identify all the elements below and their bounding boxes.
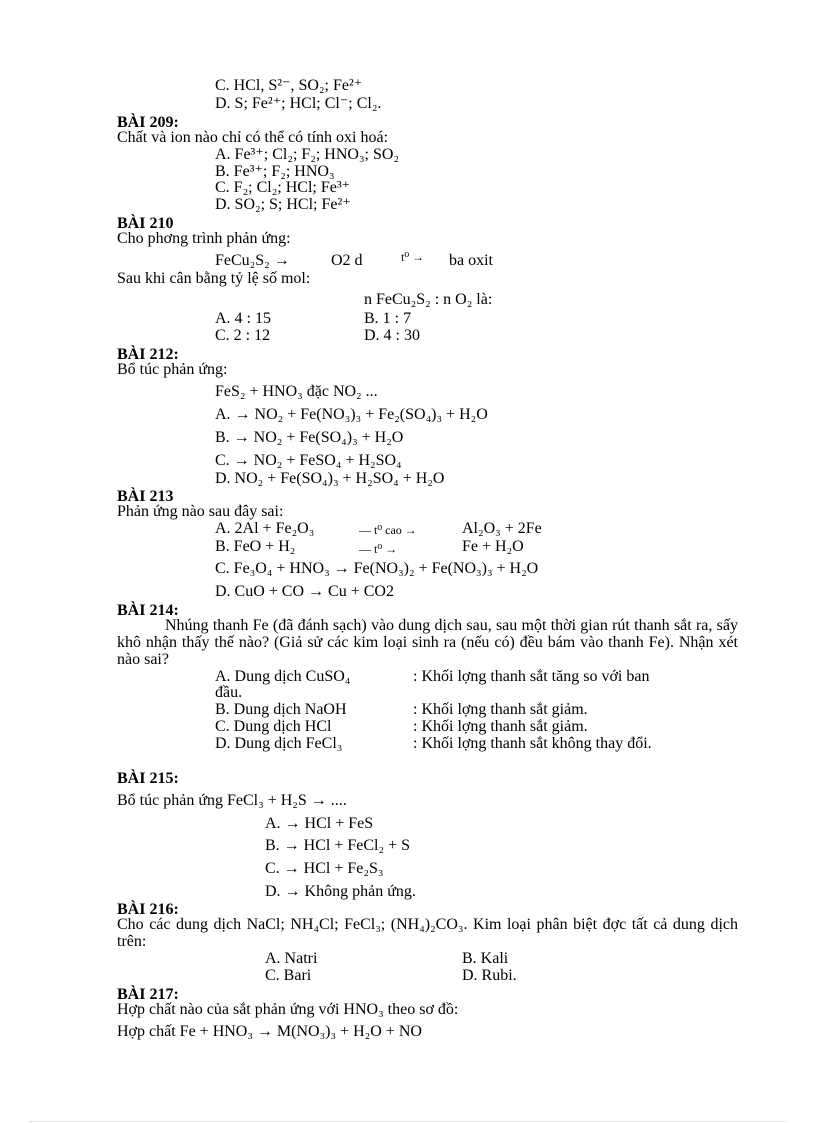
question-title-212: BÀI 212: <box>117 346 179 363</box>
option-c-text: : Khối lợng thanh sắt giảm. <box>413 718 588 735</box>
equation-right: ba oxit <box>449 252 493 269</box>
question-text-217: Hợp chất nào của sắt phản ứng với HNO₃ theo sơ đồ: <box>117 1001 459 1018</box>
option-a: A. Natri <box>265 950 318 967</box>
option-d: D. SO₂; S; HCl; Fe²⁺ <box>215 196 351 213</box>
option-b: B. Fe³⁺; F₂; HNO₃ <box>215 163 335 180</box>
option-c: C. 2 : 12 <box>215 327 271 344</box>
question-title-216: BÀI 216: <box>117 901 179 918</box>
option-b: B. → HCl + FeCl₂ + S <box>265 837 410 854</box>
option-d-label: D. Dung dịch FeCl₃ <box>215 735 343 752</box>
option-d-text: : Khối lợng thanh sắt không thay đổi. <box>413 735 652 752</box>
option-c: C. Bari <box>265 967 312 984</box>
question-text-209: Chất và ion nào chỉ có thể có tính oxi hoá: <box>117 129 389 146</box>
question-title-215: BÀI 215: <box>117 770 179 787</box>
option-c: C. HCl, S²⁻, SO₂; Fe²⁺ <box>215 77 363 94</box>
option-a-products: Al₂O₃ + 2Fe <box>462 520 542 537</box>
option-d: D. CuO + CO → Cu + CO2 <box>215 583 394 600</box>
equation-reagent: O2 d <box>331 252 363 269</box>
question-title-214: BÀI 214: <box>117 602 179 619</box>
equation-condition: t⁰ → <box>401 250 425 264</box>
question-text-214: Nhúng thanh Fe (đã đánh sạch) vào dung dịch sau, sau một thời gian rút thanh sắt ra, sấy khô nhận thấy thế nào? (Giả sử các kim loại sinh ra (nếu có) đều bám vào thanh Fe). Nhận xét nào sai? <box>117 617 738 668</box>
option-d: D. NO₂ + Fe(SO₄)₃ + H₂SO₄ + H₂O <box>215 470 445 487</box>
question-text-215: Bổ túc phản ứng FeCl₃ + H₂S → .... <box>117 792 347 809</box>
option-a-continued: đầu. <box>215 684 243 701</box>
question-text-212: Bổ túc phản ứng: <box>117 361 228 378</box>
option-c: C. → HCl + Fe₂S₃ <box>265 860 384 877</box>
option-b: B. 1 : 7 <box>364 310 412 327</box>
option-a: A. 4 : 15 <box>215 310 271 327</box>
question-text-216: Cho các dung dịch NaCl; NH₄Cl; FeCl₃; (NH₄)₂CO₃. Kim loại phân biệt đợc tất cả dung dịch trên: <box>117 916 738 950</box>
option-a: A. → NO₂ + Fe(NO₃)₃ + Fe₂(SO₄)₃ + H₂O <box>215 406 488 423</box>
option-b-label: B. Dung dịch NaOH <box>215 701 347 718</box>
option-b: B. Kali <box>462 950 509 967</box>
option-d: D. 4 : 30 <box>364 327 420 344</box>
option-b-condition: — t⁰ → <box>359 542 398 556</box>
option-a-reactants: A. 2Al + Fe₂O₃ <box>215 520 315 537</box>
option-b-text: : Khối lợng thanh sắt giảm. <box>413 701 588 718</box>
option-a-condition: — t⁰ cao → <box>359 523 417 537</box>
option-d: D. → Không phản ứng. <box>265 883 416 900</box>
question-title-217: BÀI 217: <box>117 986 179 1003</box>
option-c: C. Fe₃O₄ + HNO₃ → Fe(NO₃)₂ + Fe(NO₃)₃ + H₂O <box>215 560 539 577</box>
option-d: D. S; Fe²⁺; HCl; Cl⁻; Cl₂. <box>215 95 382 112</box>
page-bottom-divider <box>30 1121 786 1122</box>
mole-ratio: n FeCu₂S₂ : n O₂ là: <box>364 291 493 308</box>
question-title-210: BÀI 210 <box>117 215 174 232</box>
option-b: B. → NO₂ + Fe(SO₄)₃ + H₂O <box>215 429 404 446</box>
question-text-210: Cho phơng trình phản ứng: <box>117 230 291 247</box>
option-a: A. → HCl + FeS <box>265 815 374 832</box>
question-text-213: Phản ứng nào sau đây sai: <box>117 503 284 520</box>
option-a-text: : Khối lợng thanh sắt tăng so với ban <box>413 668 650 685</box>
equation: Hợp chất Fe + HNO₃ → M(NO₃)₃ + H₂O + NO <box>117 1023 422 1040</box>
equation: FeS₂ + HNO₃ đặc NO₂ ... <box>215 383 378 400</box>
option-a-label: A. Dung dịch CuSO₄ <box>215 668 351 685</box>
option-b-products: Fe + H₂O <box>462 538 524 555</box>
option-c: C. F₂; Cl₂; HCl; Fe³⁺ <box>215 179 351 196</box>
option-a: A. Fe³⁺; Cl₂; F₂; HNO₃; SO₂ <box>215 146 400 163</box>
question-title-209: BÀI 209: <box>117 114 179 131</box>
question-text-210b: Sau khi cân bằng tỷ lệ số mol: <box>117 270 311 287</box>
option-d: D. Rubi. <box>462 967 517 984</box>
question-title-213: BÀI 213 <box>117 488 174 505</box>
option-b-reactants: B. FeO + H₂ <box>215 538 296 555</box>
option-c: C. → NO₂ + FeSO₄ + H₂SO₄ <box>215 452 402 469</box>
equation-left: FeCu₂S₂ → <box>215 252 290 269</box>
option-c-label: C. Dung dịch HCl <box>215 718 332 735</box>
